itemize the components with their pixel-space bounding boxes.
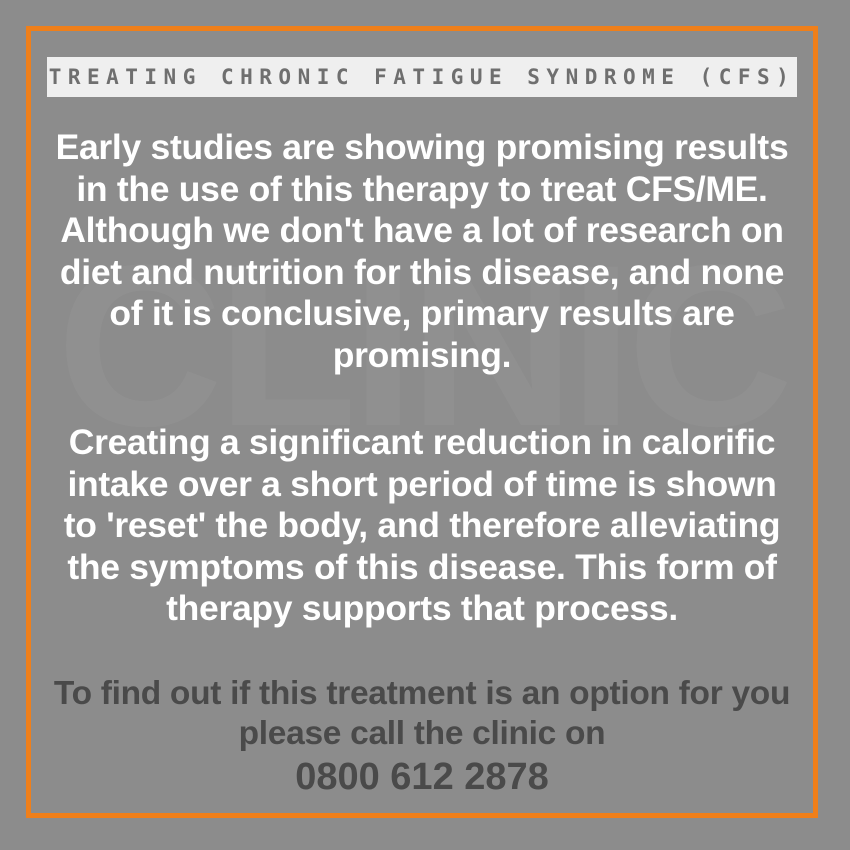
title-banner	[47, 57, 797, 97]
poster-body	[41, 127, 803, 799]
page-title: TREATING CHRONIC FATIGUE SYNDROME (CFS)	[48, 65, 796, 89]
paragraph-one: Early studies are showing promising results in the use of this therapy to treat CFS/ME. Although we don't have a lot of research on diet and nutrition for this disease, and none of it is conclusive, primary results are promising.	[55, 127, 789, 375]
poster-card	[26, 26, 818, 818]
phone-number: 0800 612 2878	[295, 756, 549, 799]
call-to-action-text: To find out if this treatment is an option for you please call the clinic on	[53, 674, 791, 753]
paragraph-two: Creating a significant reduction in calorific intake over a short period of time is shown to 'reset' the body, and therefore alleviating the symptoms of this disease. This form of therapy supports that process.	[63, 422, 781, 629]
